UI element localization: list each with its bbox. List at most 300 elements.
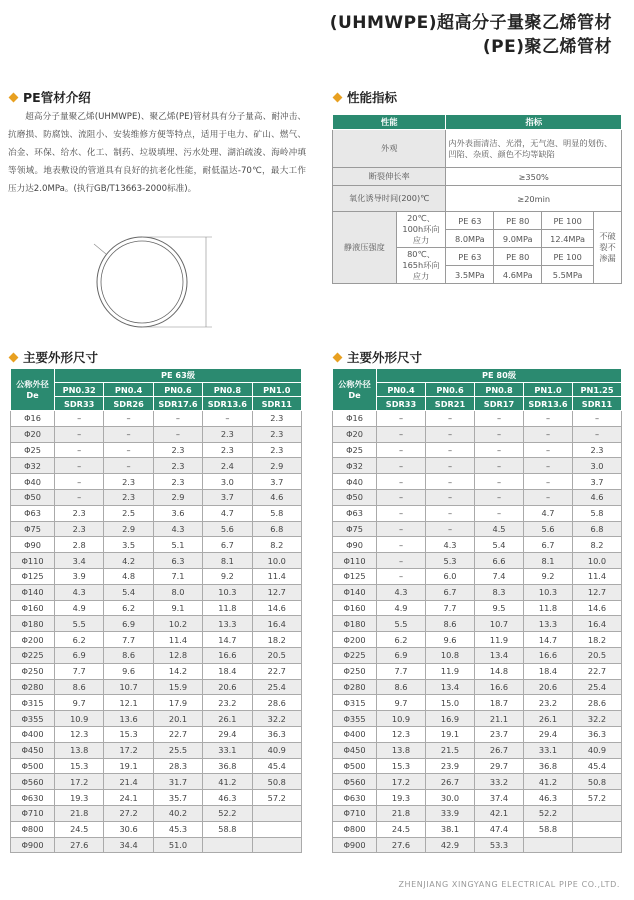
table-row [333,790,622,806]
wall-thickness-cell: – [377,505,426,521]
wall-thickness-cell: 3.6 [153,505,202,521]
table-row [11,474,302,490]
wall-thickness-cell: 14.6 [252,600,301,616]
wall-thickness-cell: 3.7 [573,474,622,490]
wall-thickness-cell: 23.9 [426,758,475,774]
wall-thickness-cell: 19.3 [377,790,426,806]
wall-thickness-cell: 40.9 [252,742,301,758]
table-row [11,805,302,821]
wall-thickness-cell: 20.5 [573,647,622,663]
wall-thickness-cell: 20.1 [153,711,202,727]
wall-thickness-cell: 18.7 [475,695,524,711]
outer-diameter-cell: Φ140 [11,584,55,600]
perf-appearance-value: 内外表面清洁、光滑，无气泡、明显的划伤、凹陷、杂质、颜色不均等缺陷 [446,130,622,168]
perf-elongation-value: ≥350% [446,168,622,186]
perf-oit-label: 氧化诱导时间(200)℃ [333,186,446,212]
wall-thickness-cell: – [475,426,524,442]
outer-diameter-cell: Φ25 [333,442,377,458]
wall-thickness-cell: 35.7 [153,790,202,806]
wall-thickness-cell: 18.4 [524,663,573,679]
wall-thickness-cell: 47.4 [475,821,524,837]
wall-thickness-cell: 4.5 [475,521,524,537]
wall-thickness-cell: 50.8 [573,774,622,790]
page-title-line2: (PE)聚乙烯管材 [482,37,612,57]
outer-diameter-cell: Φ90 [333,537,377,553]
wall-thickness-cell: 8.2 [573,537,622,553]
wall-thickness-cell: 2.3 [252,411,301,427]
wall-thickness-cell: – [475,474,524,490]
wall-thickness-cell: 2.3 [573,442,622,458]
wall-thickness-cell: 42.9 [426,837,475,853]
wall-thickness-cell: 15.3 [104,726,153,742]
wall-thickness-cell: 33.1 [203,742,252,758]
perf-grade: PE 63 [446,248,494,266]
wall-thickness-cell: 10.0 [252,553,301,569]
wall-thickness-cell: 3.7 [203,489,252,505]
wall-thickness-cell: – [426,489,475,505]
pe80-sdr-header: SDR33 [377,397,426,411]
wall-thickness-cell: 6.7 [524,537,573,553]
wall-thickness-cell: 52.2 [524,805,573,821]
wall-thickness-cell: 11.8 [524,600,573,616]
wall-thickness-cell: 26.1 [203,711,252,727]
table-row [11,647,302,663]
table-row [333,821,622,837]
wall-thickness-cell: 6.8 [252,521,301,537]
outer-diameter-cell: Φ200 [333,632,377,648]
table-row [333,568,622,584]
wall-thickness-cell: – [426,442,475,458]
wall-thickness-cell: 10.0 [573,553,622,569]
wall-thickness-cell: 10.7 [104,679,153,695]
pe80-dimension-table [332,368,622,853]
diamond-bullet-icon [333,352,343,362]
outer-diameter-cell: Φ90 [11,537,55,553]
table-row [11,537,302,553]
wall-thickness-cell [573,821,622,837]
wall-thickness-cell: 17.2 [377,774,426,790]
wall-thickness-cell: 5.1 [153,537,202,553]
table-row [11,426,302,442]
pe80-pn-header: PN0.4 [377,383,426,397]
wall-thickness-cell: 12.7 [252,584,301,600]
wall-thickness-cell: 9.1 [153,600,202,616]
pe63-dimension-table [10,368,302,853]
wall-thickness-cell: 3.4 [55,553,104,569]
wall-thickness-cell: 26.7 [475,742,524,758]
wall-thickness-cell: 2.3 [55,521,104,537]
perf-appearance-label: 外观 [333,130,446,168]
outer-diameter-cell: Φ32 [333,458,377,474]
perf-result: 不破裂不渗漏 [594,212,622,284]
outer-diameter-cell: Φ140 [333,584,377,600]
diamond-bullet-icon [9,92,19,102]
wall-thickness-cell: 2.3 [153,458,202,474]
wall-thickness-cell: 6.9 [55,647,104,663]
outer-diameter-cell: Φ500 [333,758,377,774]
wall-thickness-cell: – [573,411,622,427]
wall-thickness-cell: 18.4 [203,663,252,679]
wall-thickness-cell: 2.3 [153,442,202,458]
wall-thickness-cell: 2.3 [203,426,252,442]
wall-thickness-cell: 13.3 [524,616,573,632]
wall-thickness-cell: 10.8 [426,647,475,663]
wall-thickness-cell: 36.3 [252,726,301,742]
wall-thickness-cell: 2.3 [104,489,153,505]
outer-diameter-cell: Φ160 [333,600,377,616]
pe63-sdr-header: SDR11 [252,397,301,411]
wall-thickness-cell: 2.3 [252,442,301,458]
wall-thickness-cell: 23.2 [524,695,573,711]
wall-thickness-cell: – [55,442,104,458]
wall-thickness-cell [203,837,252,853]
pe80-col-od: 公称外径De [333,369,377,411]
pe63-pn-header: PN0.4 [104,383,153,397]
wall-thickness-cell: 3.7 [252,474,301,490]
wall-thickness-cell: 4.2 [104,553,153,569]
wall-thickness-cell: 30.0 [426,790,475,806]
pe63-pn-header: PN0.32 [55,383,104,397]
wall-thickness-cell: 36.3 [573,726,622,742]
wall-thickness-cell: 13.3 [203,616,252,632]
wall-thickness-cell: – [475,458,524,474]
wall-thickness-cell: 9.7 [377,695,426,711]
wall-thickness-cell: 8.6 [104,647,153,663]
outer-diameter-cell: Φ400 [333,726,377,742]
wall-thickness-cell: 17.2 [55,774,104,790]
wall-thickness-cell: – [524,458,573,474]
perf-grade: PE 100 [542,212,594,230]
wall-thickness-cell: 7.4 [475,568,524,584]
outer-diameter-cell: Φ250 [333,663,377,679]
wall-thickness-cell: 4.7 [203,505,252,521]
wall-thickness-cell: 8.2 [252,537,301,553]
table-row [333,774,622,790]
outer-diameter-cell: Φ450 [333,742,377,758]
company-footer: ZHENJIANG XINGYANG ELECTRICAL PIPE CO.,LTD. [398,880,620,889]
wall-thickness-cell: 50.8 [252,774,301,790]
table-row [11,695,302,711]
pe63-grade: PE 63级 [55,369,302,383]
wall-thickness-cell: – [475,505,524,521]
outer-diameter-cell: Φ110 [333,553,377,569]
pe63-pn-header: PN1.0 [252,383,301,397]
wall-thickness-cell: 5.3 [426,553,475,569]
wall-thickness-cell: 32.2 [252,711,301,727]
table-row [11,711,302,727]
wall-thickness-cell: 12.1 [104,695,153,711]
wall-thickness-cell: 17.9 [153,695,202,711]
intro-text: 超高分子量聚乙烯(UHMWPE)、聚乙烯(PE)管材具有分子量高、耐冲击、抗磨损、防腐蚀、流阻小、安装维修方便等特点，适用于电力、矿山、燃气、冶金、环保、给水、化工、制药、垃圾填埋、污水处理、湖泊疏浚、海岭冲填等领域。地表敷设的管道具有良好的抗老化性能，耐低温达-70℃，最大工作压力达2.0MPa。(执行GB/T13663-2000标准)。 [8,112,306,194]
wall-thickness-cell: – [55,474,104,490]
wall-thickness-cell: 13.4 [475,647,524,663]
wall-thickness-cell: 11.8 [203,600,252,616]
wall-thickness-cell: 40.9 [573,742,622,758]
pe80-sdr-header: SDR21 [426,397,475,411]
wall-thickness-cell: 14.6 [573,600,622,616]
table-row [333,679,622,695]
wall-thickness-cell: 16.6 [475,679,524,695]
table-row [333,584,622,600]
wall-thickness-cell: 21.8 [55,805,104,821]
wall-thickness-cell: 10.7 [475,616,524,632]
wall-thickness-cell: – [573,426,622,442]
wall-thickness-cell: – [377,489,426,505]
perf-elongation-label: 断裂伸长率 [333,168,446,186]
table-row [333,695,622,711]
pe80-sdr-header: SDR13.6 [524,397,573,411]
pe63-sdr-header: SDR26 [104,397,153,411]
outer-diameter-cell: Φ63 [333,505,377,521]
wall-thickness-cell: 8.6 [426,616,475,632]
table-row [11,774,302,790]
wall-thickness-cell: 6.7 [203,537,252,553]
outer-diameter-cell: Φ280 [333,679,377,695]
wall-thickness-cell: 9.6 [426,632,475,648]
wall-thickness-cell: 20.5 [252,647,301,663]
table-row [11,411,302,427]
table-row [333,521,622,537]
wall-thickness-cell: 2.3 [104,474,153,490]
wall-thickness-cell: 11.4 [573,568,622,584]
wall-thickness-cell: 8.1 [524,553,573,569]
wall-thickness-cell: – [377,521,426,537]
outer-diameter-cell: Φ125 [333,568,377,584]
wall-thickness-cell: 2.8 [55,537,104,553]
wall-thickness-cell: 2.9 [153,489,202,505]
wall-thickness-cell: 3.0 [573,458,622,474]
wall-thickness-cell: 4.6 [252,489,301,505]
table-row [11,553,302,569]
wall-thickness-cell: 22.7 [252,663,301,679]
wall-thickness-cell: – [377,474,426,490]
wall-thickness-cell: 57.2 [573,790,622,806]
pe63-sdr-header: SDR33 [55,397,104,411]
table-row [11,679,302,695]
pe80-grade: PE 80级 [377,369,622,383]
wall-thickness-cell: 24.1 [104,790,153,806]
wall-thickness-cell: – [426,474,475,490]
wall-thickness-cell: 13.6 [104,711,153,727]
wall-thickness-cell: 3.0 [203,474,252,490]
pe80-pn-header: PN1.0 [524,383,573,397]
wall-thickness-cell: 7.7 [55,663,104,679]
wall-thickness-cell: 28.6 [252,695,301,711]
table-row [333,489,622,505]
wall-thickness-cell: – [377,442,426,458]
outer-diameter-cell: Φ355 [11,711,55,727]
wall-thickness-cell: – [153,426,202,442]
wall-thickness-cell: 22.7 [573,663,622,679]
pe80-heading [334,348,422,366]
wall-thickness-cell: – [55,489,104,505]
wall-thickness-cell: 5.5 [377,616,426,632]
perf-col-property: 性能 [333,115,446,130]
outer-diameter-cell: Φ225 [11,647,55,663]
outer-diameter-cell: Φ315 [333,695,377,711]
perf-cond1-value: 8.0MPa [446,230,494,248]
outer-diameter-cell: Φ315 [11,695,55,711]
wall-thickness-cell: 58.8 [203,821,252,837]
table-row [11,726,302,742]
wall-thickness-cell: 19.1 [426,726,475,742]
outer-diameter-cell: Φ500 [11,758,55,774]
pe80-pn-header: PN1.25 [573,383,622,397]
table-row [11,742,302,758]
wall-thickness-cell: 27.2 [104,805,153,821]
table-row [11,584,302,600]
wall-thickness-cell: 21.5 [426,742,475,758]
wall-thickness-cell [252,805,301,821]
wall-thickness-cell: 12.3 [55,726,104,742]
table-row [333,726,622,742]
pe80-pn-header: PN0.6 [426,383,475,397]
wall-thickness-cell [524,837,573,853]
wall-thickness-cell: 15.3 [55,758,104,774]
wall-thickness-cell: 5.6 [203,521,252,537]
wall-thickness-cell: 33.1 [524,742,573,758]
wall-thickness-cell: – [475,411,524,427]
wall-thickness-cell: – [377,411,426,427]
wall-thickness-cell: 16.6 [524,647,573,663]
wall-thickness-cell: – [426,521,475,537]
outer-diameter-cell: Φ710 [333,805,377,821]
wall-thickness-cell: – [524,442,573,458]
wall-thickness-cell: 32.2 [573,711,622,727]
outer-diameter-cell: Φ225 [333,647,377,663]
wall-thickness-cell: 37.4 [475,790,524,806]
wall-thickness-cell: 2.3 [252,426,301,442]
pe80-pn-header: PN0.8 [475,383,524,397]
outer-diameter-cell: Φ280 [11,679,55,695]
intro-heading [10,88,91,106]
pe80-sdr-header: SDR17 [475,397,524,411]
table-row [333,537,622,553]
wall-thickness-cell: 27.6 [377,837,426,853]
wall-thickness-cell: 4.6 [573,489,622,505]
wall-thickness-cell: 2.9 [104,521,153,537]
pe63-sdr-header: SDR17.6 [153,397,202,411]
wall-thickness-cell: 3.5 [104,537,153,553]
wall-thickness-cell: 23.7 [475,726,524,742]
wall-thickness-cell: 58.8 [524,821,573,837]
wall-thickness-cell: 31.7 [153,774,202,790]
wall-thickness-cell: 6.2 [377,632,426,648]
wall-thickness-cell: 5.4 [104,584,153,600]
wall-thickness-cell: 4.3 [377,584,426,600]
wall-thickness-cell: 10.2 [153,616,202,632]
outer-diameter-cell: Φ50 [333,489,377,505]
wall-thickness-cell: 11.9 [426,663,475,679]
performance-heading [334,88,397,106]
outer-diameter-cell: Φ710 [11,805,55,821]
wall-thickness-cell: 22.7 [153,726,202,742]
outer-diameter-cell: Φ200 [11,632,55,648]
wall-thickness-cell: – [426,505,475,521]
wall-thickness-cell: 45.4 [573,758,622,774]
wall-thickness-cell: – [377,553,426,569]
wall-thickness-cell: – [426,411,475,427]
wall-thickness-cell: 42.1 [475,805,524,821]
wall-thickness-cell: 26.1 [524,711,573,727]
wall-thickness-cell: 4.7 [524,505,573,521]
outer-diameter-cell: Φ40 [333,474,377,490]
wall-thickness-cell: – [524,411,573,427]
table-row [11,821,302,837]
table-row [333,758,622,774]
outer-diameter-cell: Φ16 [333,411,377,427]
table-row [333,632,622,648]
perf-cond1-value: 9.0MPa [494,230,542,248]
diamond-bullet-icon [333,92,343,102]
outer-diameter-cell: Φ160 [11,600,55,616]
wall-thickness-cell: 4.3 [55,584,104,600]
wall-thickness-cell: 36.8 [524,758,573,774]
wall-thickness-cell: 9.5 [475,600,524,616]
wall-thickness-cell: 9.7 [55,695,104,711]
table-row [11,758,302,774]
wall-thickness-cell: 52.2 [203,805,252,821]
table-row [333,616,622,632]
pe80-sdr-header: SDR11 [573,397,622,411]
wall-thickness-cell: 16.9 [426,711,475,727]
table-row [333,426,622,442]
wall-thickness-cell: – [104,411,153,427]
outer-diameter-cell: Φ75 [11,521,55,537]
outer-diameter-cell: Φ560 [11,774,55,790]
wall-thickness-cell: 19.1 [104,758,153,774]
wall-thickness-cell: 4.9 [377,600,426,616]
table-row [333,600,622,616]
wall-thickness-cell: 14.8 [475,663,524,679]
outer-diameter-cell: Φ180 [11,616,55,632]
pe63-col-od: 公称外径De [11,369,55,411]
wall-thickness-cell: 5.8 [573,505,622,521]
wall-thickness-cell: – [104,442,153,458]
wall-thickness-cell: 9.2 [203,568,252,584]
table-row [11,568,302,584]
perf-grade: PE 80 [494,248,542,266]
outer-diameter-cell: Φ250 [11,663,55,679]
wall-thickness-cell: 2.9 [252,458,301,474]
wall-thickness-cell [573,805,622,821]
wall-thickness-cell: 5.4 [475,537,524,553]
wall-thickness-cell: 10.9 [377,711,426,727]
perf-cond1-value: 12.4MPa [542,230,594,248]
wall-thickness-cell: 23.2 [203,695,252,711]
wall-thickness-cell [573,837,622,853]
perf-cond2-value: 3.5MPa [446,266,494,284]
wall-thickness-cell: 7.7 [104,632,153,648]
wall-thickness-cell: – [524,426,573,442]
wall-thickness-cell: 6.2 [55,632,104,648]
outer-diameter-cell: Φ400 [11,726,55,742]
wall-thickness-cell: 24.5 [55,821,104,837]
wall-thickness-cell: 45.4 [252,758,301,774]
outer-diameter-cell: Φ800 [11,821,55,837]
wall-thickness-cell: 12.7 [573,584,622,600]
table-row [333,553,622,569]
wall-thickness-cell: 21.4 [104,774,153,790]
diamond-bullet-icon [9,352,19,362]
wall-thickness-cell: 5.6 [524,521,573,537]
outer-diameter-cell: Φ800 [333,821,377,837]
wall-thickness-cell: 29.4 [524,726,573,742]
wall-thickness-cell: 33.2 [475,774,524,790]
wall-thickness-cell: – [104,426,153,442]
pe63-pn-header: PN0.6 [153,383,202,397]
perf-cond2-value: 4.6MPa [494,266,542,284]
